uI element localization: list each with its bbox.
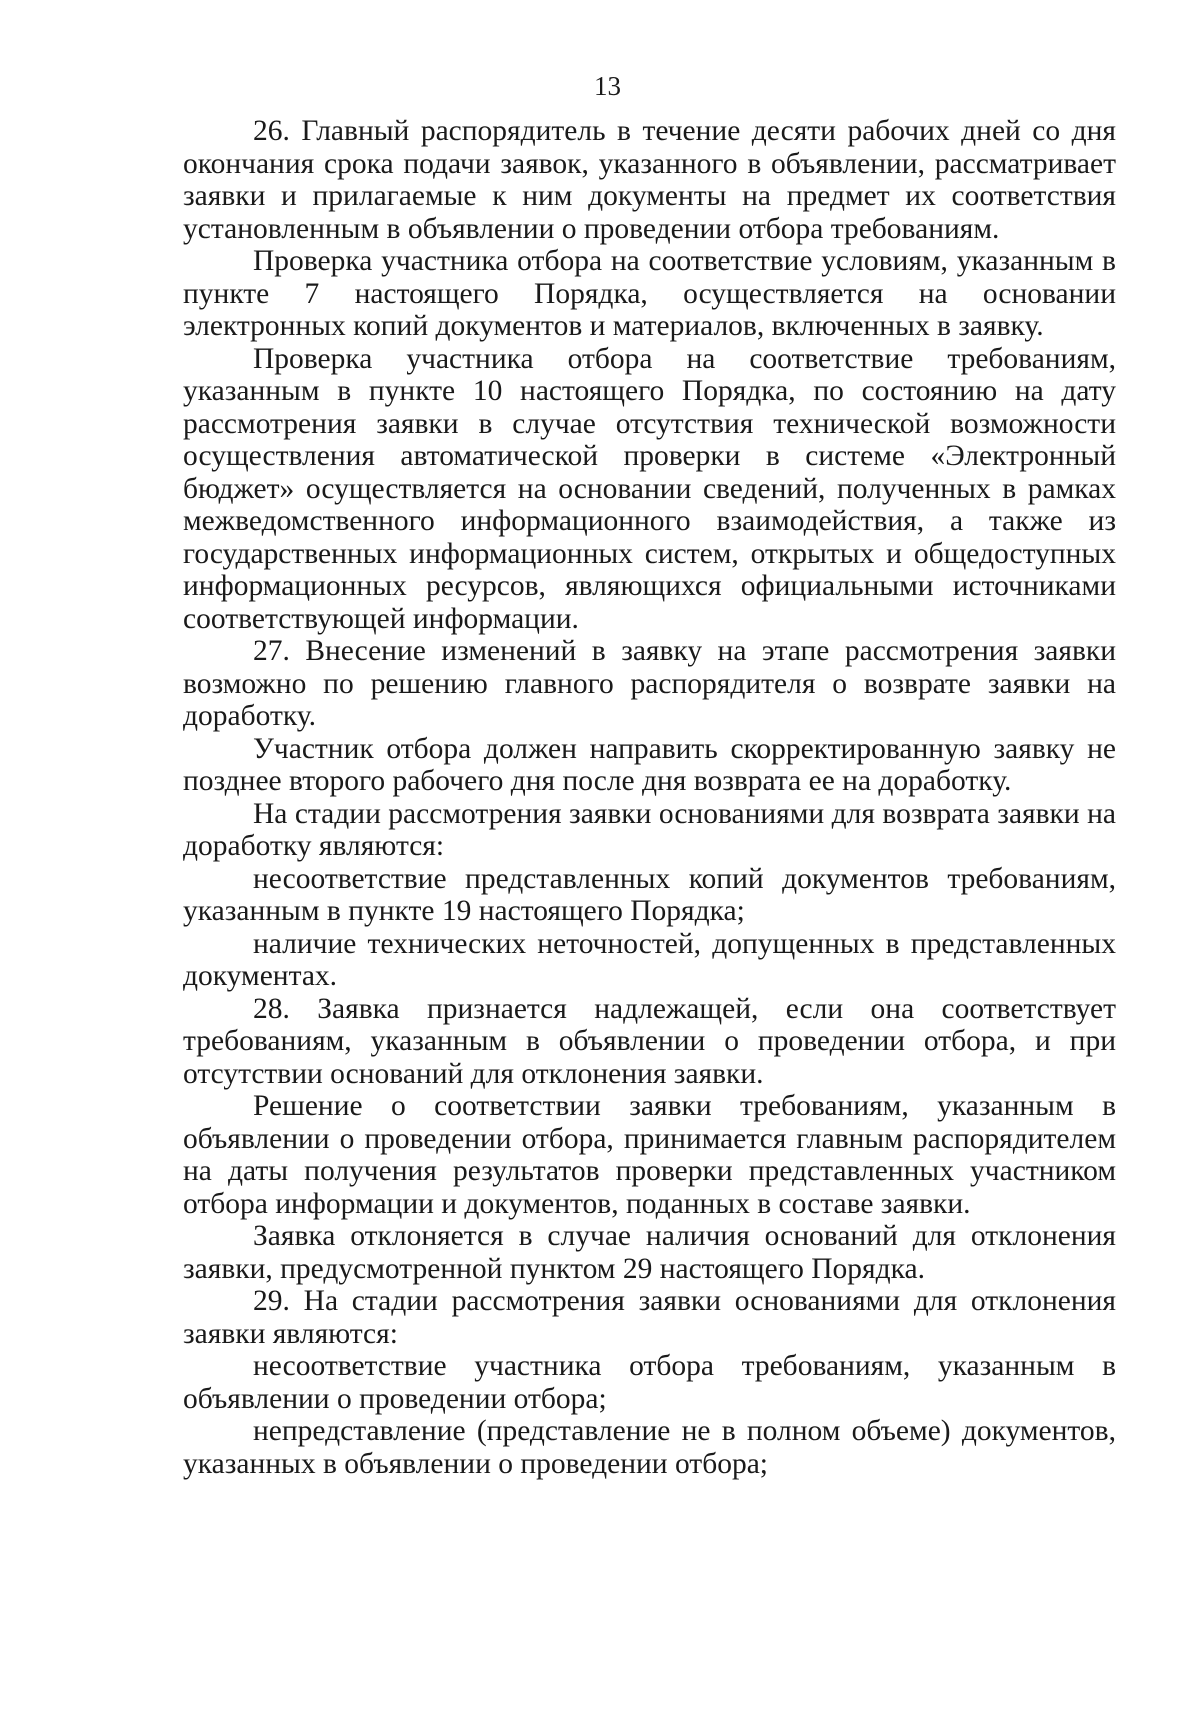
page-number: 13: [594, 71, 621, 101]
paragraph-27-ground-copies: несоответствие представленных копий документов требованиям, указанным в пункте 19 настоящего Порядка;: [183, 862, 1116, 927]
paragraph-29-ground-documents: непредставление (представление не в полном объеме) документов, указанных в объявлении о проведении отбора;: [183, 1415, 1116, 1480]
paragraph-27-ground-inaccuracies: наличие технических неточностей, допущенных в представленных документах.: [183, 927, 1116, 992]
paragraph-27-return-grounds: На стадии рассмотрения заявки основаниями для возврата заявки на доработку являются:: [183, 797, 1116, 862]
paragraph-29-ground-participant: несоответствие участника отбора требованиям, указанным в объявлении о проведении отбора;: [183, 1350, 1116, 1415]
paragraph-27-resubmission: Участник отбора должен направить скорректированную заявку не позднее второго рабочего дня после дня возврата ее на доработку.: [183, 732, 1116, 797]
paragraph-28-decision: Решение о соответствии заявки требованиям, указанным в объявлении о проведении отбора, принимается главным распорядителем на даты получения результатов проверки представленных участником отбора информации и документов, поданных в составе заявки.: [183, 1090, 1116, 1220]
paragraph-26-check-conditions: Проверка участника отбора на соответствие условиям, указанным в пункте 7 настоящего Порядка, осуществляется на основании электронных копий документов и материалов, включенных в заявку.: [183, 245, 1116, 342]
paragraph-28-main: 28. Заявка признается надлежащей, если она соответствует требованиям, указанным в объявлении о проведении отбора, и при отсутствии оснований для отклонения заявки.: [183, 992, 1116, 1090]
paragraph-26-check-requirements: Проверка участника отбора на соответствие требованиям, указанным в пункте 10 настоящего Порядка, по состоянию на дату рассмотрения заявки в случае отсутствия технической возможности осуществления автоматической проверки в системе «Электронный бюджет» осуществляется на основании сведений, полученных в рамках межведомственного информационного взаимодействия, а также из государственных информационных систем, открытых и общедоступных информационных ресурсов, являющихся официальными источниками соответствующей информации.: [183, 342, 1116, 635]
paragraph-29-main: 29. На стадии рассмотрения заявки основаниями для отклонения заявки являются:: [183, 1285, 1116, 1350]
paragraph-26-main: 26. Главный распорядитель в течение десяти рабочих дней со дня окончания срока подачи заявок, указанного в объявлении, рассматривает заявки и прилагаемые к ним документы на предмет их соответствия установленным в объявлении о проведении отбора требованиям.: [183, 115, 1116, 245]
paragraph-28-rejection: Заявка отклоняется в случае наличия оснований для отклонения заявки, предусмотренной пунктом 29 настоящего Порядка.: [183, 1220, 1116, 1285]
paragraph-27-main: 27. Внесение изменений в заявку на этапе рассмотрения заявки возможно по решению главного распорядителя о возврате заявки на доработку.: [183, 635, 1116, 732]
document-body: [183, 115, 1116, 1480]
